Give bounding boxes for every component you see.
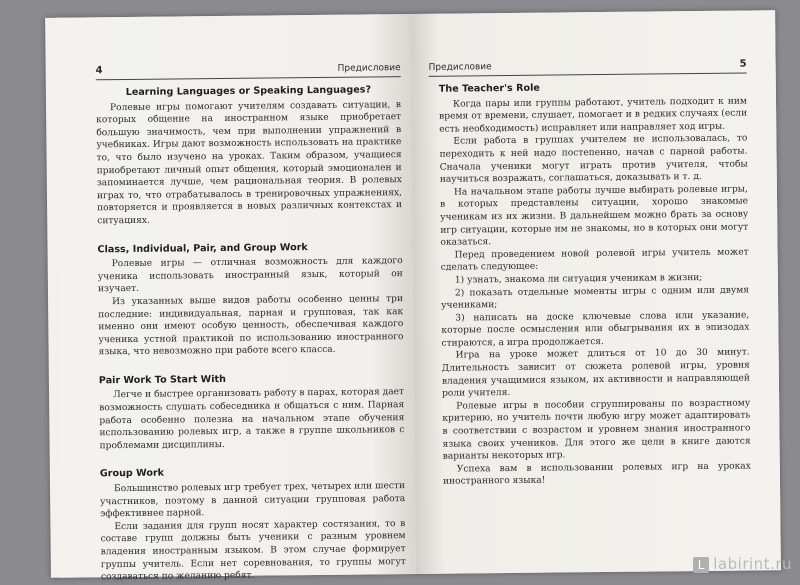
section-heading: Learning Languages or Speaking Languages? <box>125 84 372 98</box>
list-item: 3) написать на доске ключевые слова или указание, которые после осмысления или обыгрывания их в эпизодах стираются, а игра продолжается. <box>441 310 750 349</box>
book-spread <box>45 10 781 583</box>
page-number: 5 <box>739 58 747 70</box>
right-page-header <box>429 58 747 76</box>
section-heading: The Teacher's Role <box>438 82 540 95</box>
labirint-logo-icon: L <box>693 557 709 573</box>
watermark <box>693 555 792 573</box>
right-page-content <box>439 80 751 488</box>
section-heading: Group Work <box>99 468 165 480</box>
left-page-content <box>96 84 406 584</box>
paragraph: Легче и быстрее организовать работу в парах, которая дает возможность слушать собеседника и общаться с ним. Парная работа особенно полезна на начальном этапе обучения использованию ролевых игр, а также в группе школьников с проблемами дисциплины. <box>99 387 405 452</box>
section-heading: Class, Individual, Pair, and Group Work <box>97 241 308 255</box>
left-page-header <box>96 62 401 80</box>
paragraph: Из указанных выше видов работы особенно ценны три последние: индивидуальная, парная и групповая, так как именно они имеют особую ценность, обеспечивая каждого ученика устной практикой по использованию иностранного языка, что невозможно при работе всего класса. <box>98 294 404 358</box>
watermark-text: labirint.ru <box>713 555 792 573</box>
paragraph: Ролевые игры помогают учителям создавать ситуации, в которых общение на иностранном языке приобретает большую значимость, чем при выполнении упражнений в учебниках. Игры дают возможность использовать на практике то, что было изучено на уроках. Таким образом, учащиеся приобретают личный опыт общения, который эмоционален и запоминается лучше, чем рациональная теория. В ролевых играх то, что отрабатывалось в тренировочных упражнениях, повторяется и проявляется в новых различных контекстах и ситуациях. <box>96 99 403 227</box>
paragraph: Игра на уроке может длиться от 10 до 30 минут. Длительность зависит от сюжета ролевой игры, уровня владения учащимися языком, их активности и направляющей роли учителя. <box>441 347 750 399</box>
paragraph: Ролевые игры в пособии сгруппированы по возрастному критерию, но учитель почти любую игру может адаптировать в соответствии с возрастом и уровнем знания иностранного языка своих учеников. Для этого же цели в книге даются варианты некоторых игр. <box>442 398 751 462</box>
paragraph: Если работа в группах учителем не использовалась, то переходить к ней надо постепенно, начав с парной работы. Сначала ученики могут играть против учителя, чтобы научиться возражать, соглашаться, доказывать и т. д. <box>439 133 748 185</box>
running-title: Предисловие <box>337 63 401 74</box>
list-item: 1) узнать, знакома ли ситуация ученикам в жизни; <box>454 272 703 286</box>
left-page <box>55 14 416 583</box>
list-item: 2) показать отдельные моменты игры с одним или двумя учениками; <box>441 284 750 311</box>
section-heading: Pair Work To Start With <box>98 373 226 387</box>
right-page <box>410 10 781 574</box>
paragraph: На начальном этапе работы лучше выбирать ролевые игры, в которых представлены ситуации, хорошо знакомые ученикам из их жизни. В дальнейшем можно брать за основу игр ситуации, которые им не знакомы, но в которых они могут оказаться. <box>440 184 749 248</box>
paragraph: Перед проведением новой ролевой игры учитель может сделать следующее: <box>440 247 749 274</box>
paragraph: Ролевые игры — отличная возможность для каждого ученика использовать иностранный язык, который он изучает. <box>97 256 403 295</box>
paragraph: Успеха вам в использовании ролевых игр на уроках иностранного языка! <box>442 461 751 488</box>
running-title: Предисловие <box>428 62 492 73</box>
paragraph: Большинство ролевых игр требует трех, четырех или шести участников, поэтому в данной ситуации групповая работа эффективнее парной. <box>100 481 406 520</box>
page-number: 4 <box>95 65 103 77</box>
paragraph: Если задания для групп носят характер состязания, то в составе групп должны быть ученики с разным уровнем владения иностранным языком. В этом случае формирует группы учитель. Если нет соревнования, то группы могут создаваться по желанию ребят. <box>100 518 406 583</box>
paragraph: Когда пары или группы работают, учитель подходит к ним время от времени, слушает, помогает и в редких случаях (если есть необходимость) исправляет или направляет ход игры. <box>439 96 748 135</box>
